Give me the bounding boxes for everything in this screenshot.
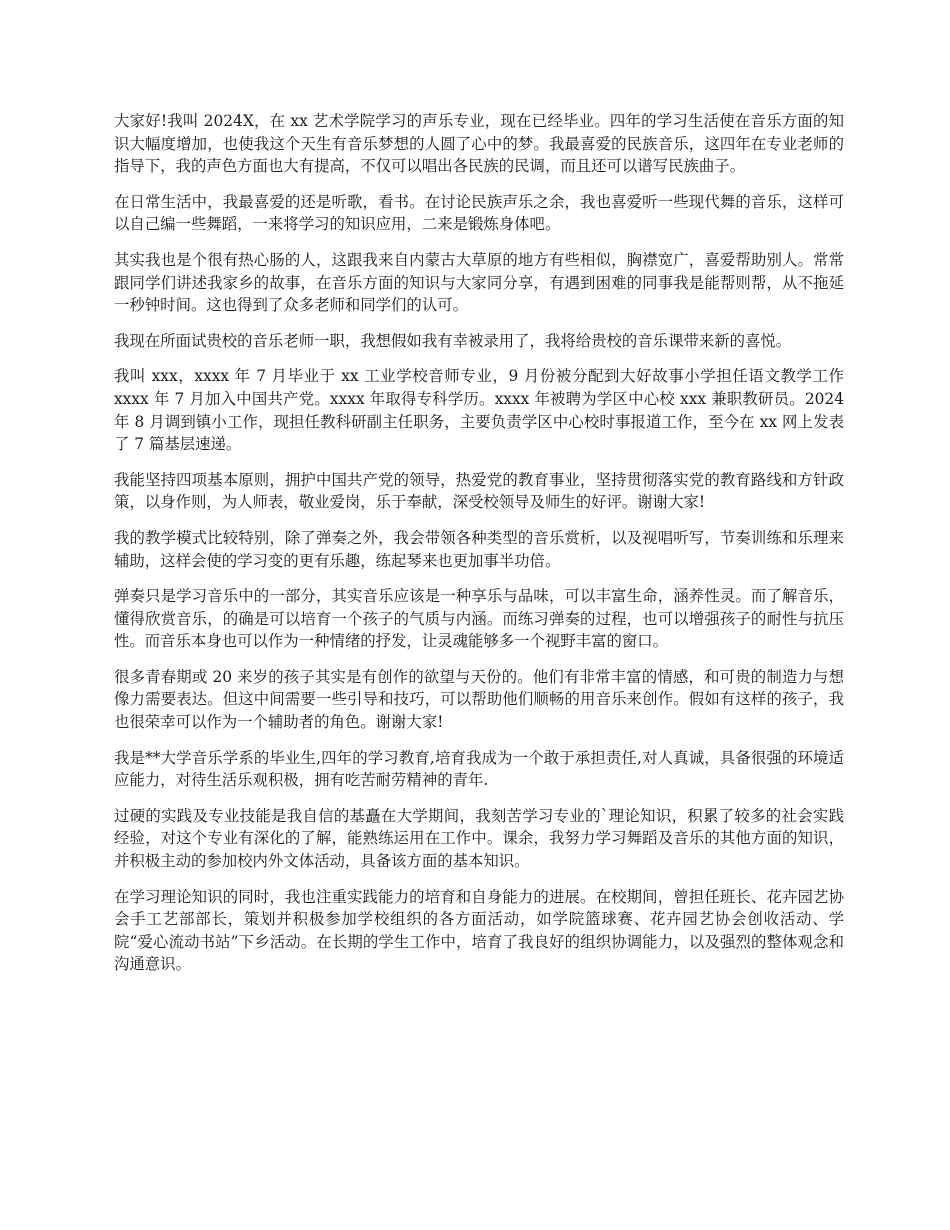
paragraph: 在日常生活中，我最喜爱的还是听歌，看书。在讨论民族声乐之余，我也喜爱听一些现代舞的音乐，这样可以自己编一些舞蹈，一来将学习的知识应用，二来是锻炼身体吧。 (114, 192, 844, 234)
paragraph: 我能坚持四项基本原则，拥护中国共产党的领导，热爱党的教育事业，坚持贯彻落实党的教育路线和方针政策，以身作则，为人师表，敬业爱岗，乐于奉献，深受校领导及师生的好评。谢谢大家! (114, 470, 844, 512)
paragraph: 我是**大学音乐学系的毕业生,四年的学习教育,培育我成为一个敢于承担责任,对人真诚，具备很强的环境适应能力，对待生活乐观积极，拥有吃苦耐劳精神的青年. (114, 748, 844, 790)
paragraph: 我现在所面试贵校的音乐老师一职，我想假如我有幸被录用了，我将给贵校的音乐课带来新的喜悦。 (114, 331, 792, 350)
paragraph: 我叫 xxx，xxxx 年 7 月毕业于 xx 工业学校音师专业，9 月份被分配到大好故事小学担任语文教学工作 xxxx 年 7 月加入中国共产党。xxxx 年取得专科学历。xxxx 年被聘为学区中心校 xxx 兼职教研员。2024 年 8 月调到镇小工作，现担任教科研副主任职务，主要负责学区中心校时事报道工作，至今在 xx 网上发表了 7 篇基层速递。 (114, 367, 844, 454)
paragraph: 我的教学模式比较特别，除了弹奏之外，我会带领各种类型的音乐赏析，以及视唱听写，节奏训练和乐理来辅助，这样会使的学习变的更有乐趣，练起琴来也更加事半功倍。 (114, 528, 844, 570)
paragraph: 大家好!我叫 2024X，在 xx 艺术学院学习的声乐专业，现在已经毕业。四年的学习生活使在音乐方面的知识大幅度增加，也使我这个天生有音乐梦想的人圆了心中的梦。我最喜爱的民族音乐，这四年在专业老师的指导下，我的声色方面也大有提高，不仅可以唱出各民族的民调，而且还可以谱写民族曲子。 (114, 112, 844, 176)
paragraph: 弹奏只是学习音乐中的一部分，其实音乐应该是一种享乐与品味，可以丰富生命，涵养性灵。而了解音乐，懂得欣赏音乐，的确是可以培育一个孩子的气质与内涵。而练习弹奏的过程，也可以增强孩子的耐性与抗压性。而音乐本身也可以作为一种情绪的抒发，让灵魂能够多一个视野丰富的窗口。 (114, 587, 844, 651)
paragraph: 在学习理论知识的同时，我也注重实践能力的培育和自身能力的进展。在校期间，曾担任班长、花卉园艺协会手工艺部部长，策划并积极参加学校组织的各方面活动，如学院篮球赛、花卉园艺协会创收活动、学院“爱心流动书站”下乡活动。在长期的学生工作中，培育了我良好的组织协调能力，以及强烈的整体观念和沟通意识。 (114, 887, 844, 974)
paragraph: 过硬的实践及专业技能是我自信的基矗在大学期间，我刻苦学习专业的`理论知识，积累了较多的社会实践经验，对这个专业有深化的了解，能熟练运用在工作中。课余，我努力学习舞蹈及音乐的其他方面的知识，并积极主动的参加校内外文体活动，具备该方面的基本知识。 (114, 806, 844, 871)
paragraph: 很多青春期或 20 来岁的孩子其实是有创作的欲望与天份的。他们有非常丰富的情感，和可贵的制造力与想像力需要表达。但这中间需要一些引导和技巧，可以帮助他们顺畅的用音乐来创作。假如有这样的孩子，我也很荣幸可以作为一个辅助者的角色。谢谢大家! (114, 667, 844, 732)
paragraph: 其实我也是个很有热心肠的人，这跟我来自内蒙古大草原的地方有些相似，胸襟宽广，喜爱帮助别人。常常跟同学们讲述我家乡的故事，在音乐方面的知识与大家同分享，有遇到困难的同事我是能帮则帮，从不拖延一秒钟时间。这也得到了众多老师和同学们的认可。 (114, 250, 844, 315)
document-body (114, 110, 844, 989)
